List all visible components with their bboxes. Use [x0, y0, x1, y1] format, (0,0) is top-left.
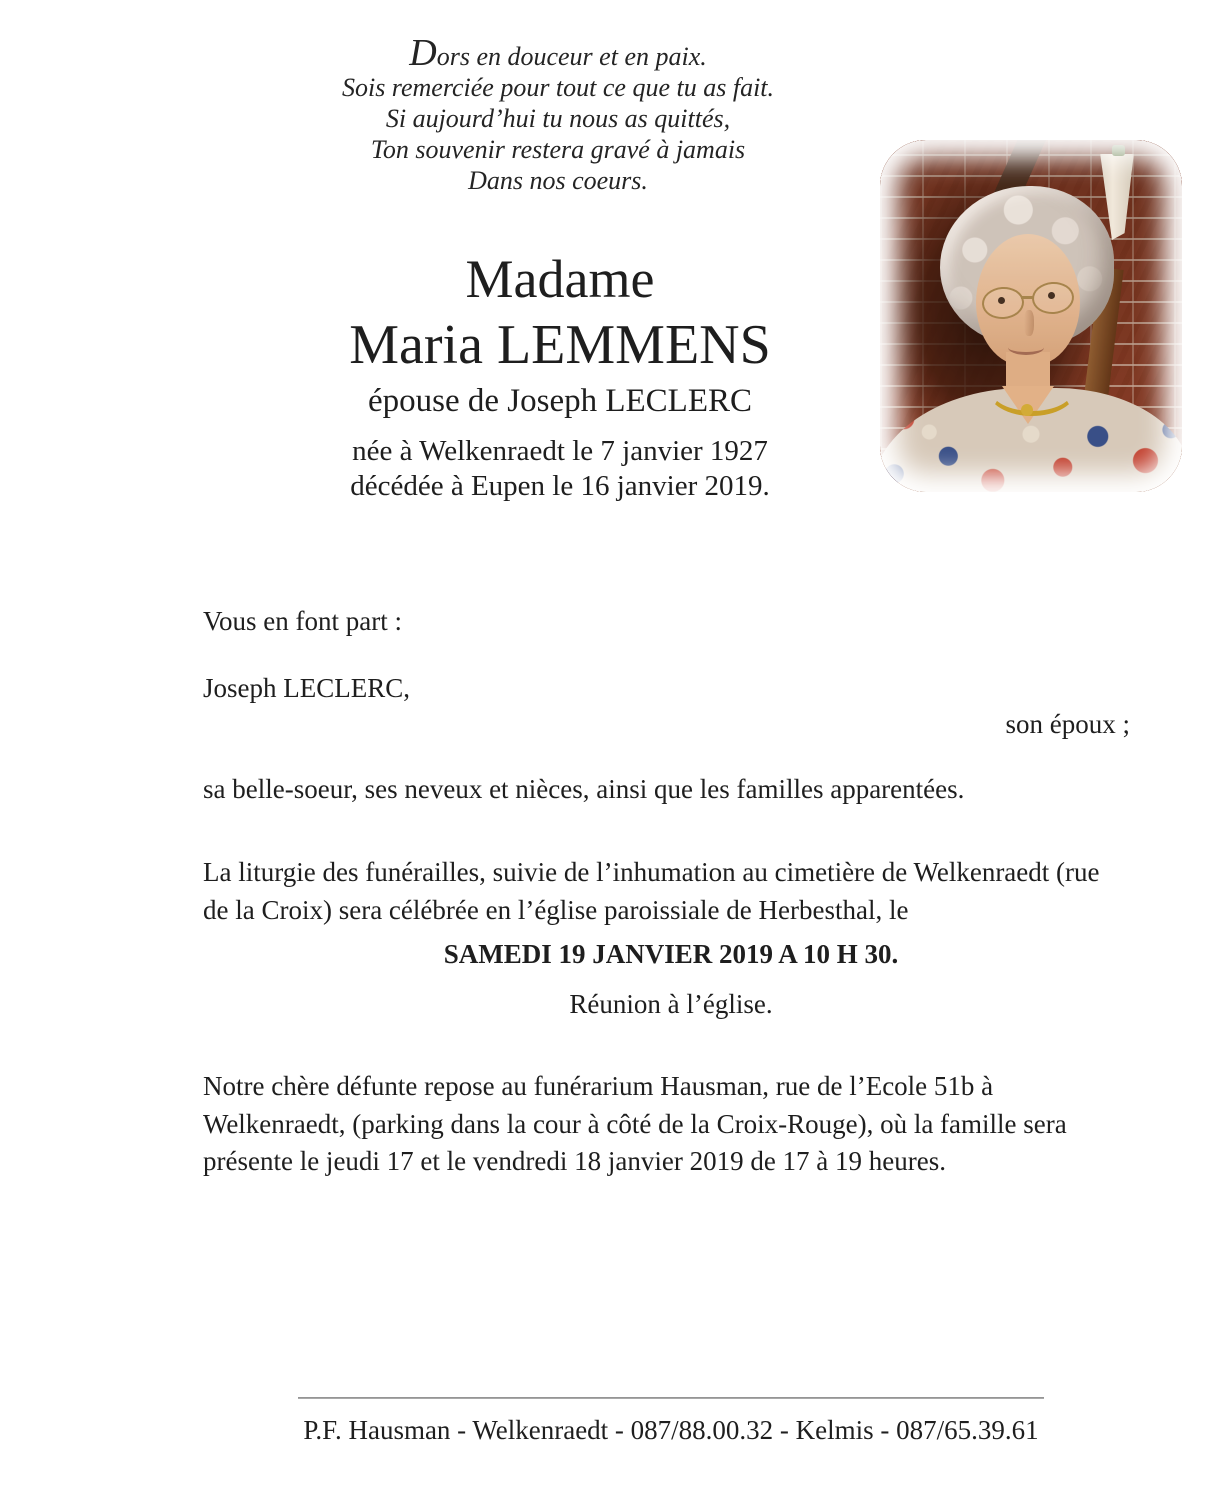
spouse-line: épouse de Joseph LECLERC — [367, 383, 753, 419]
ceremony-datetime-line: SAMEDI 19 JANVIER 2019 A 10 H 30. — [443, 939, 899, 969]
poem-line-2: Sois remerciée pour tout ce que tu as fait. — [341, 73, 775, 102]
liturgy-line-2: de la Croix) sera célébrée en l’église paroissiale de Herbesthal, le — [203, 895, 909, 925]
poem-line-1 — [248, 34, 868, 72]
portrait-photo — [880, 140, 1182, 492]
announcer-relation: son époux ; — [1005, 709, 1130, 739]
deceased-name-block — [240, 248, 880, 504]
photo-feathered-edge — [880, 140, 1182, 492]
poem-line-4: Ton souvenir restera gravé à jamais — [370, 135, 746, 164]
poem-line-5: Dans nos coeurs. — [468, 166, 648, 195]
poem-line-1-text: ors en douceur et en paix. — [436, 42, 707, 71]
death-line: décédée à Eupen le 16 janvier 2019. — [350, 470, 770, 502]
announcer-name: Joseph LECLERC, — [203, 673, 410, 703]
repose-line-3: présente le jeudi 17 et le vendredi 18 janvier 2019 de 17 à 19 heures. — [203, 1146, 947, 1176]
poem-initial-letter: D — [409, 32, 437, 74]
repose-paragraph — [203, 1068, 1139, 1181]
repose-line-1: Notre chère défunte repose au funérarium Hausman, rue de l’Ecole 51b à — [203, 1071, 994, 1101]
repose-line-2: Welkenraedt, (parking dans la cour à côté de la Croix-Rouge), où la famille sera — [203, 1108, 1067, 1139]
birth-line: née à Welkenraedt le 7 janvier 1927 — [352, 435, 768, 467]
family-line: sa belle-soeur, ses neveux et nièces, ainsi que les familles apparentées. — [203, 774, 965, 804]
memorial-poem — [248, 34, 868, 196]
footer-divider — [298, 1397, 1044, 1399]
liturgy-paragraph — [203, 853, 1139, 929]
deceased-name: Maria LEMMENS — [349, 314, 771, 376]
announcement-intro-line: Vous en font part : — [203, 606, 402, 636]
poem-line-3: Si aujourd’hui tu nous as quittés, — [385, 104, 731, 133]
meeting-line: Réunion à l’église. — [569, 989, 773, 1019]
deceased-title: Madame — [465, 249, 655, 309]
footer-contact-line: P.F. Hausman - Welkenraedt - 087/88.00.32 - Kelmis - 087/65.39.61 — [303, 1415, 1039, 1445]
liturgy-line-1: La liturgie des funérailles, suivie de l’inhumation au cimetière de Welkenraedt (rue — [203, 857, 1100, 887]
